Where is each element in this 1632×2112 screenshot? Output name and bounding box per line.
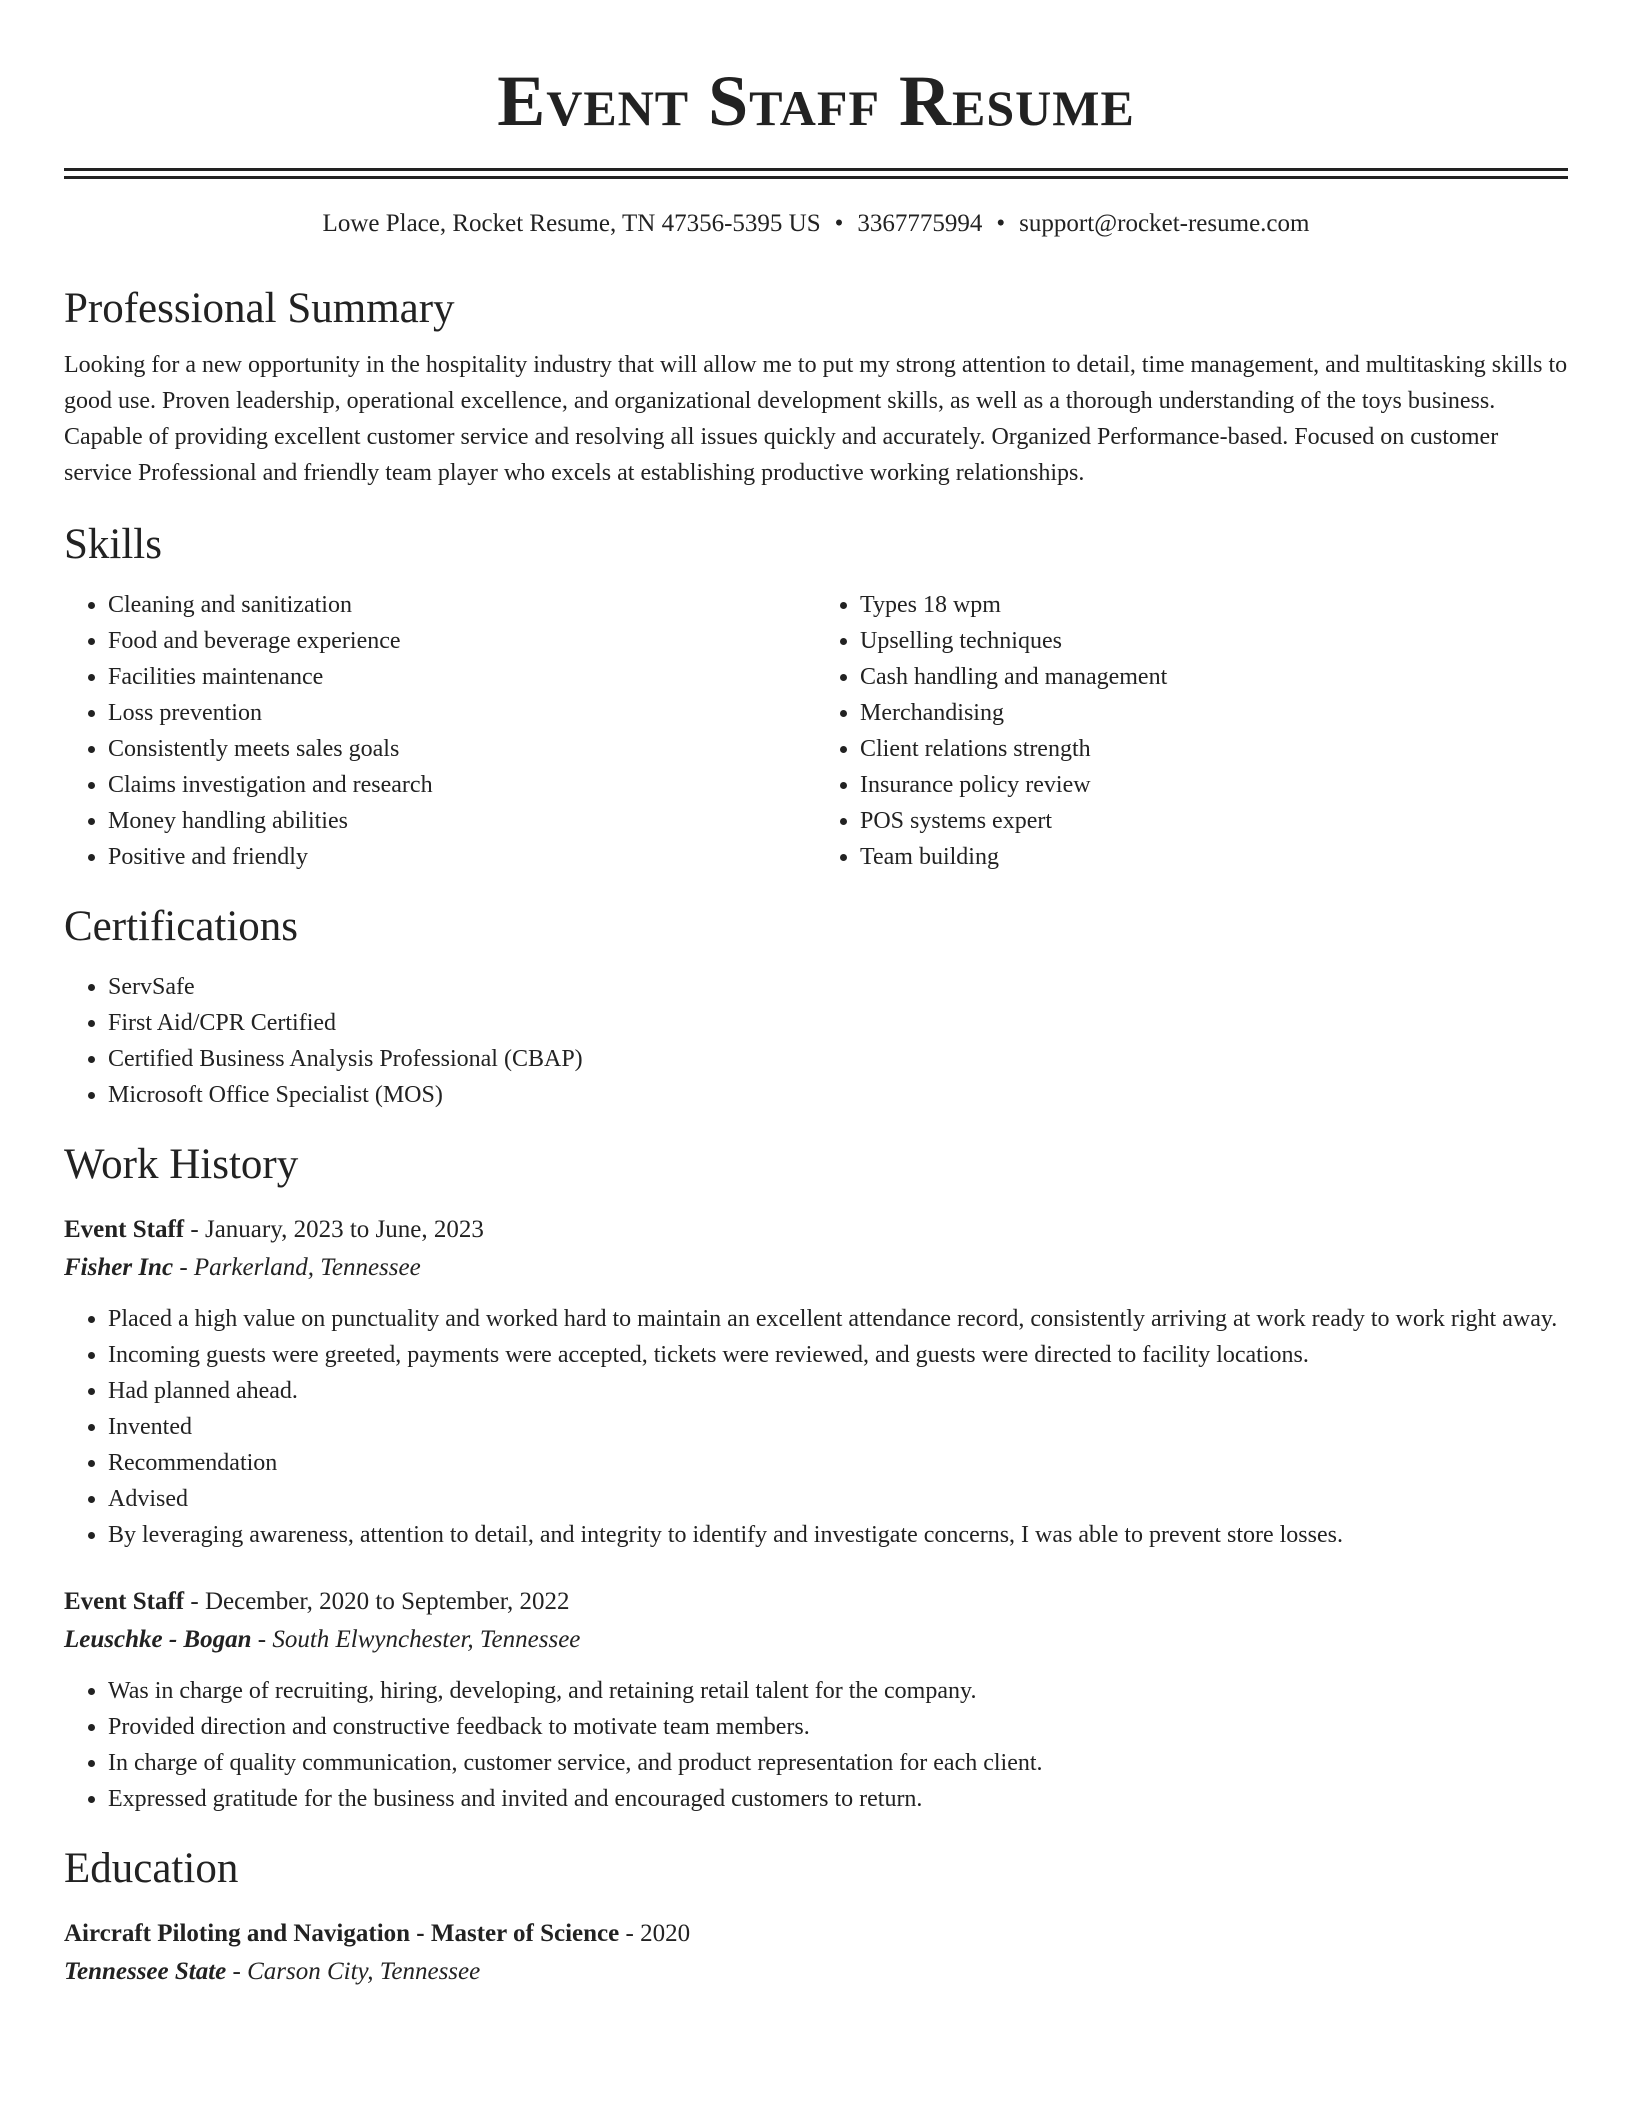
job-entry xyxy=(64,1211,1568,1553)
job-title: Event Staff xyxy=(64,1216,185,1243)
skill-item: • Client relations strength xyxy=(860,731,1568,767)
job-bullet: • Incoming guests were greeted, payments were accepted, tickets were reviewed, and guests were directed to facility locations. xyxy=(108,1337,1568,1373)
job-bullet: • Recommendation xyxy=(108,1445,1568,1481)
certification-item: • Microsoft Office Specialist (MOS) xyxy=(108,1077,1568,1113)
job-location: - Parkerland, Tennessee xyxy=(173,1254,421,1281)
job-bullet: • Expressed gratitude for the business and invited and encouraged customers to return. xyxy=(108,1781,1568,1817)
title-double-rule xyxy=(64,168,1568,179)
education-school: Tennessee State xyxy=(64,1958,227,1985)
contact-phone[interactable]: 3367775994 xyxy=(857,210,983,237)
education-school-line xyxy=(64,1953,1568,1991)
summary-heading: Professional Summary xyxy=(64,285,455,332)
education-degree-line xyxy=(64,1915,1568,1953)
skills-list-left xyxy=(64,587,816,875)
skill-item: • POS systems expert xyxy=(860,803,1568,839)
skills-heading: Skills xyxy=(64,521,162,568)
job-company: Fisher Inc xyxy=(64,1254,174,1281)
job-company-line xyxy=(64,1249,1568,1287)
job-bullets xyxy=(64,1673,1568,1817)
certifications-list xyxy=(64,969,1568,1113)
job-dates: - January, 2023 to June, 2023 xyxy=(184,1216,484,1243)
skill-item: • Claims investigation and research xyxy=(108,767,816,803)
certifications-heading: Certifications xyxy=(64,903,299,950)
skills-list-right xyxy=(816,587,1568,875)
job-bullet: • Provided direction and constructive feedback to motivate team members. xyxy=(108,1709,1568,1745)
skill-item: • Consistently meets sales goals xyxy=(108,731,816,767)
education-heading: Education xyxy=(64,1845,239,1892)
skill-item: • Upselling techniques xyxy=(860,623,1568,659)
contact-address: Lowe Place, Rocket Resume, TN 47356-5395 US xyxy=(322,210,821,237)
job-bullet: • Invented xyxy=(108,1409,1568,1445)
job-bullets xyxy=(64,1301,1568,1553)
skill-item: • Loss prevention xyxy=(108,695,816,731)
contact-email[interactable]: support@rocket-resume.com xyxy=(1019,210,1310,237)
job-location: - South Elwynchester, Tennessee xyxy=(251,1626,581,1653)
skill-item: • Cash handling and management xyxy=(860,659,1568,695)
skill-item: • Merchandising xyxy=(860,695,1568,731)
education-year: - 2020 xyxy=(619,1920,691,1947)
job-entry xyxy=(64,1583,1568,1817)
job-company: Leuschke - Bogan xyxy=(64,1626,252,1653)
job-bullet: • Advised xyxy=(108,1481,1568,1517)
skill-item: • Facilities maintenance xyxy=(108,659,816,695)
job-bullet: • Placed a high value on punctuality and worked hard to maintain an excellent attendance record, consistently arriving at work ready to work right away. xyxy=(108,1301,1568,1337)
resume-title: Event Staff Resume xyxy=(497,61,1135,141)
job-title-line xyxy=(64,1583,1568,1621)
job-dates: - December, 2020 to September, 2022 xyxy=(184,1588,570,1615)
skill-item: • Cleaning and sanitization xyxy=(108,587,816,623)
job-bullet: • Was in charge of recruiting, hiring, developing, and retaining retail talent for the company. xyxy=(108,1673,1568,1709)
contact-separator: • xyxy=(996,210,1006,237)
education-location: - Carson City, Tennessee xyxy=(226,1958,481,1985)
skills-columns xyxy=(64,587,1568,875)
job-bullet: • Had planned ahead. xyxy=(108,1373,1568,1409)
skill-item: • Team building xyxy=(860,839,1568,875)
certification-item: • ServSafe xyxy=(108,969,1568,1005)
skill-item: • Food and beverage experience xyxy=(108,623,816,659)
job-title-line xyxy=(64,1211,1568,1249)
skill-item: • Money handling abilities xyxy=(108,803,816,839)
education-degree: Aircraft Piloting and Navigation - Master of Science xyxy=(64,1920,620,1947)
skill-item: • Insurance policy review xyxy=(860,767,1568,803)
contact-separator: • xyxy=(834,210,844,237)
contact-line xyxy=(64,207,1568,241)
job-title: Event Staff xyxy=(64,1588,185,1615)
certification-item: • First Aid/CPR Certified xyxy=(108,1005,1568,1041)
job-company-line xyxy=(64,1621,1568,1659)
job-bullet: • By leveraging awareness, attention to detail, and integrity to identify and investigate concerns, I was able to prevent store losses. xyxy=(108,1517,1568,1553)
summary-text: Looking for a new opportunity in the hospitality industry that will allow me to put my strong attention to detail, time management, and multitasking skills to good use. Proven leadership, operational excellence, and organizational development skills, as well as a thorough understanding of the toys business. Capable of providing excellent customer service and resolving all issues quickly and accurately. Organized Performance-based. Focused on customer service Professional and friendly team player who excels at establishing productive working relationships. xyxy=(64,352,1568,486)
skill-item: • Positive and friendly xyxy=(108,839,816,875)
work-history-heading: Work History xyxy=(64,1141,299,1188)
certification-item: • Certified Business Analysis Professional (CBAP) xyxy=(108,1041,1568,1077)
skill-item: • Types 18 wpm xyxy=(860,587,1568,623)
job-bullet: • In charge of quality communication, customer service, and product representation for each client. xyxy=(108,1745,1568,1781)
